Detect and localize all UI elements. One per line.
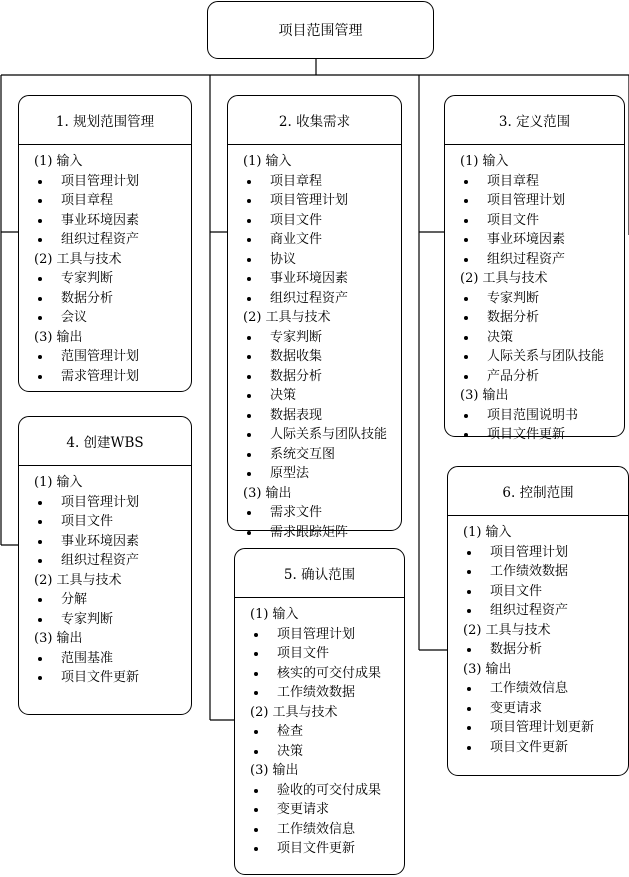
list-item: 检查 — [250, 722, 404, 742]
list-item: 变更请求 — [463, 699, 628, 719]
list-item: 项目文件 — [34, 512, 191, 532]
list-item: 决策 — [250, 742, 404, 762]
list-item: 项目文件 — [243, 211, 401, 231]
list-item: 数据分析 — [463, 640, 628, 660]
list-item: 数据分析 — [243, 367, 401, 387]
list-item: 决策 — [243, 386, 401, 406]
list-item: 工作绩效数据 — [250, 683, 404, 703]
list-item: 需求文件 — [243, 503, 401, 523]
process-box-control-scope — [447, 466, 629, 776]
list-item: 项目管理计划 — [34, 172, 191, 192]
section-heading: (2) 工具与技术 — [250, 704, 338, 720]
section-heading: (1) 输入 — [34, 475, 83, 490]
section-heading: (2) 工具与技术 — [34, 572, 122, 588]
box-body — [448, 516, 628, 757]
list-item: 数据分析 — [460, 308, 624, 328]
list-item: 数据分析 — [34, 289, 191, 309]
list-item: 事业环境因素 — [34, 532, 191, 552]
list-item: 专家判断 — [34, 269, 191, 289]
list-item: 分解 — [34, 590, 191, 610]
list-item: 组织过程资产 — [243, 289, 401, 309]
section-heading: (1) 输入 — [34, 154, 83, 169]
list-item: 项目文件更新 — [460, 425, 624, 445]
list-item: 产品分析 — [460, 367, 624, 387]
list-item: 项目管理计划 — [243, 191, 401, 211]
root-title: 项目范围管理 — [278, 23, 363, 39]
root-box — [207, 1, 434, 59]
list-item: 工作绩效信息 — [250, 820, 404, 840]
list-item: 项目文件 — [250, 644, 404, 664]
box-title: 2. 收集需求 — [228, 96, 401, 145]
list-item: 项目文件 — [460, 211, 624, 231]
list-item: 验收的可交付成果 — [250, 781, 404, 801]
section-heading: (1) 输入 — [250, 607, 299, 622]
list-item: 商业文件 — [243, 230, 401, 250]
section-heading: (2) 工具与技术 — [34, 251, 122, 267]
list-item: 项目文件更新 — [34, 668, 191, 688]
box-title: 4. 创建WBS — [19, 417, 191, 466]
section-heading: (1) 输入 — [460, 154, 509, 169]
list-item: 人际关系与团队技能 — [243, 425, 401, 445]
list-item: 工作绩效信息 — [463, 679, 628, 699]
box-title: 6. 控制范围 — [448, 467, 628, 516]
process-box-create-wbs — [18, 416, 192, 715]
list-item: 项目章程 — [34, 191, 191, 211]
list-item: 工作绩效数据 — [463, 562, 628, 582]
list-item: 组织过程资产 — [463, 601, 628, 621]
list-item: 事业环境因素 — [460, 230, 624, 250]
box-title: 3. 定义范围 — [445, 96, 624, 145]
box-body — [445, 145, 624, 445]
list-item: 专家判断 — [243, 328, 401, 348]
list-item: 事业环境因素 — [34, 211, 191, 231]
list-item: 项目管理计划 — [250, 625, 404, 645]
section-heading: (3) 输出 — [460, 388, 509, 403]
list-item: 协议 — [243, 250, 401, 270]
section-heading: (3) 输出 — [243, 485, 292, 501]
box-body — [228, 145, 401, 542]
box-title: 1. 规划范围管理 — [19, 96, 191, 145]
box-title: 5. 确认范围 — [235, 549, 404, 598]
list-item: 范围管理计划 — [34, 347, 191, 367]
section-heading: (3) 输出 — [34, 329, 83, 345]
section-heading: (3) 输出 — [34, 631, 83, 646]
list-item: 组织过程资产 — [34, 230, 191, 250]
section-heading: (3) 输出 — [463, 661, 512, 677]
list-item: 变更请求 — [250, 800, 404, 820]
list-item: 会议 — [34, 308, 191, 328]
section-heading: (2) 工具与技术 — [463, 622, 551, 638]
list-item: 决策 — [460, 328, 624, 348]
section-heading: (2) 工具与技术 — [243, 310, 331, 325]
process-box-define-scope — [444, 95, 625, 442]
list-item: 项目管理计划 — [463, 543, 628, 563]
section-heading: (1) 输入 — [243, 154, 292, 169]
list-item: 组织过程资产 — [460, 250, 624, 270]
list-item: 核实的可交付成果 — [250, 664, 404, 684]
box-body — [19, 145, 191, 386]
list-item: 范围基准 — [34, 649, 191, 669]
list-item: 项目管理计划更新 — [463, 718, 628, 738]
list-item: 数据表现 — [243, 406, 401, 426]
process-box-collect-requirements — [227, 95, 402, 540]
list-item: 需求跟踪矩阵 — [243, 523, 401, 543]
list-item: 项目文件 — [463, 582, 628, 602]
list-item: 事业环境因素 — [243, 269, 401, 289]
list-item: 项目章程 — [243, 172, 401, 192]
list-item: 原型法 — [243, 464, 401, 484]
list-item: 数据收集 — [243, 347, 401, 367]
list-item: 需求管理计划 — [34, 367, 191, 387]
box-body — [19, 466, 191, 688]
section-heading: (1) 输入 — [463, 525, 512, 540]
list-item: 组织过程资产 — [34, 551, 191, 571]
list-item: 项目文件更新 — [250, 839, 404, 859]
list-item: 项目文件更新 — [463, 738, 628, 758]
section-heading: (2) 工具与技术 — [460, 271, 548, 286]
list-item: 专家判断 — [460, 289, 624, 309]
box-body — [235, 598, 404, 859]
section-heading: (3) 输出 — [250, 763, 299, 778]
list-item: 项目管理计划 — [34, 493, 191, 513]
list-item: 人际关系与团队技能 — [460, 347, 624, 367]
list-item: 项目章程 — [460, 172, 624, 192]
process-box-plan-scope — [18, 95, 192, 392]
list-item: 专家判断 — [34, 610, 191, 630]
list-item: 项目管理计划 — [460, 191, 624, 211]
list-item: 系统交互图 — [243, 445, 401, 465]
process-box-validate-scope — [234, 548, 405, 875]
list-item: 项目范围说明书 — [460, 406, 624, 426]
